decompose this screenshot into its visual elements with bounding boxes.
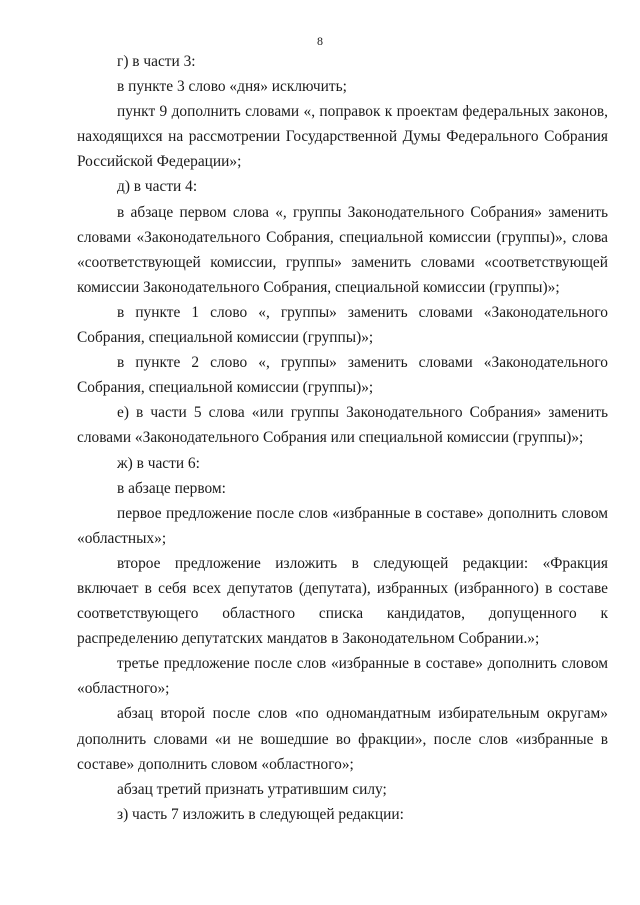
paragraph-zh-part-6: ж) в части 6:: [117, 454, 200, 472]
paragraph-abzac-second: абзац второй после слов «по одномандатным избирательным округам» дополнить словами «и не вошедшие во фракции», после слов «избранные в составе» дополнить словом «областного»;: [77, 705, 608, 773]
paragraph-second-sentence: второе предложение изложить в следующей редакции: «Фракция включает в себя всех депутатов (депутата), избранных (избранного) в составе соответствующего областного списка кандидатов, допущенного к распределению депутатских мандатов в Законодательном Собрании.»;: [77, 554, 608, 648]
paragraph-first-abzac: в абзаце первом слова «, группы Законодательного Собрания» заменить словами «Законодательного Собрания, специальной комиссии (группы)», слова «соответствующей комиссии, группы» заменить словами «соответствующей комиссии Законодательного Собрания, специальной комиссии (группы)»;: [77, 203, 608, 296]
paragraph-point-9: пункт 9 дополнить словами «, поправок к проектам федеральных законов, находящихся на рассмотрении Государственной Думы Федерального Собрания Российской Федерации»;: [77, 103, 608, 171]
paragraph-point-1: в пункте 1 слово «, группы» заменить словами «Законодательного Собрания, специальной комиссии (группы)»;: [77, 303, 608, 347]
paragraph-d-part-4: д) в части 4:: [117, 178, 198, 196]
paragraph-abzac-first: в абзаце первом:: [117, 479, 226, 497]
paragraph-first-sentence: первое предложение после слов «избранные в составе» дополнить словом «областных»;: [77, 504, 608, 547]
paragraph-point-3: в пункте 3 слово «дня» исключить;: [117, 78, 347, 96]
paragraph-abzac-third: абзац третий признать утратившим силу;: [117, 780, 387, 798]
paragraph-third-sentence: третье предложение после слов «избранные в составе» дополнить словом «областного»;: [77, 655, 608, 698]
paragraph-g-part-3: г) в части 3:: [117, 53, 196, 70]
page-number: 8: [317, 34, 323, 48]
paragraph-z-part-7: з) часть 7 изложить в следующей редакции:: [117, 805, 404, 823]
document-body: [77, 49, 608, 827]
paragraph-point-2: в пункте 2 слово «, группы» заменить словами «Законодательного Собрания, специальной комиссии (группы)»;: [77, 354, 608, 397]
paragraph-e-part-5: е) в части 5 слова «или группы Законодательного Собрания» заменить словами «Законодательного Собрания или специальной комиссии (группы)»;: [77, 404, 608, 447]
